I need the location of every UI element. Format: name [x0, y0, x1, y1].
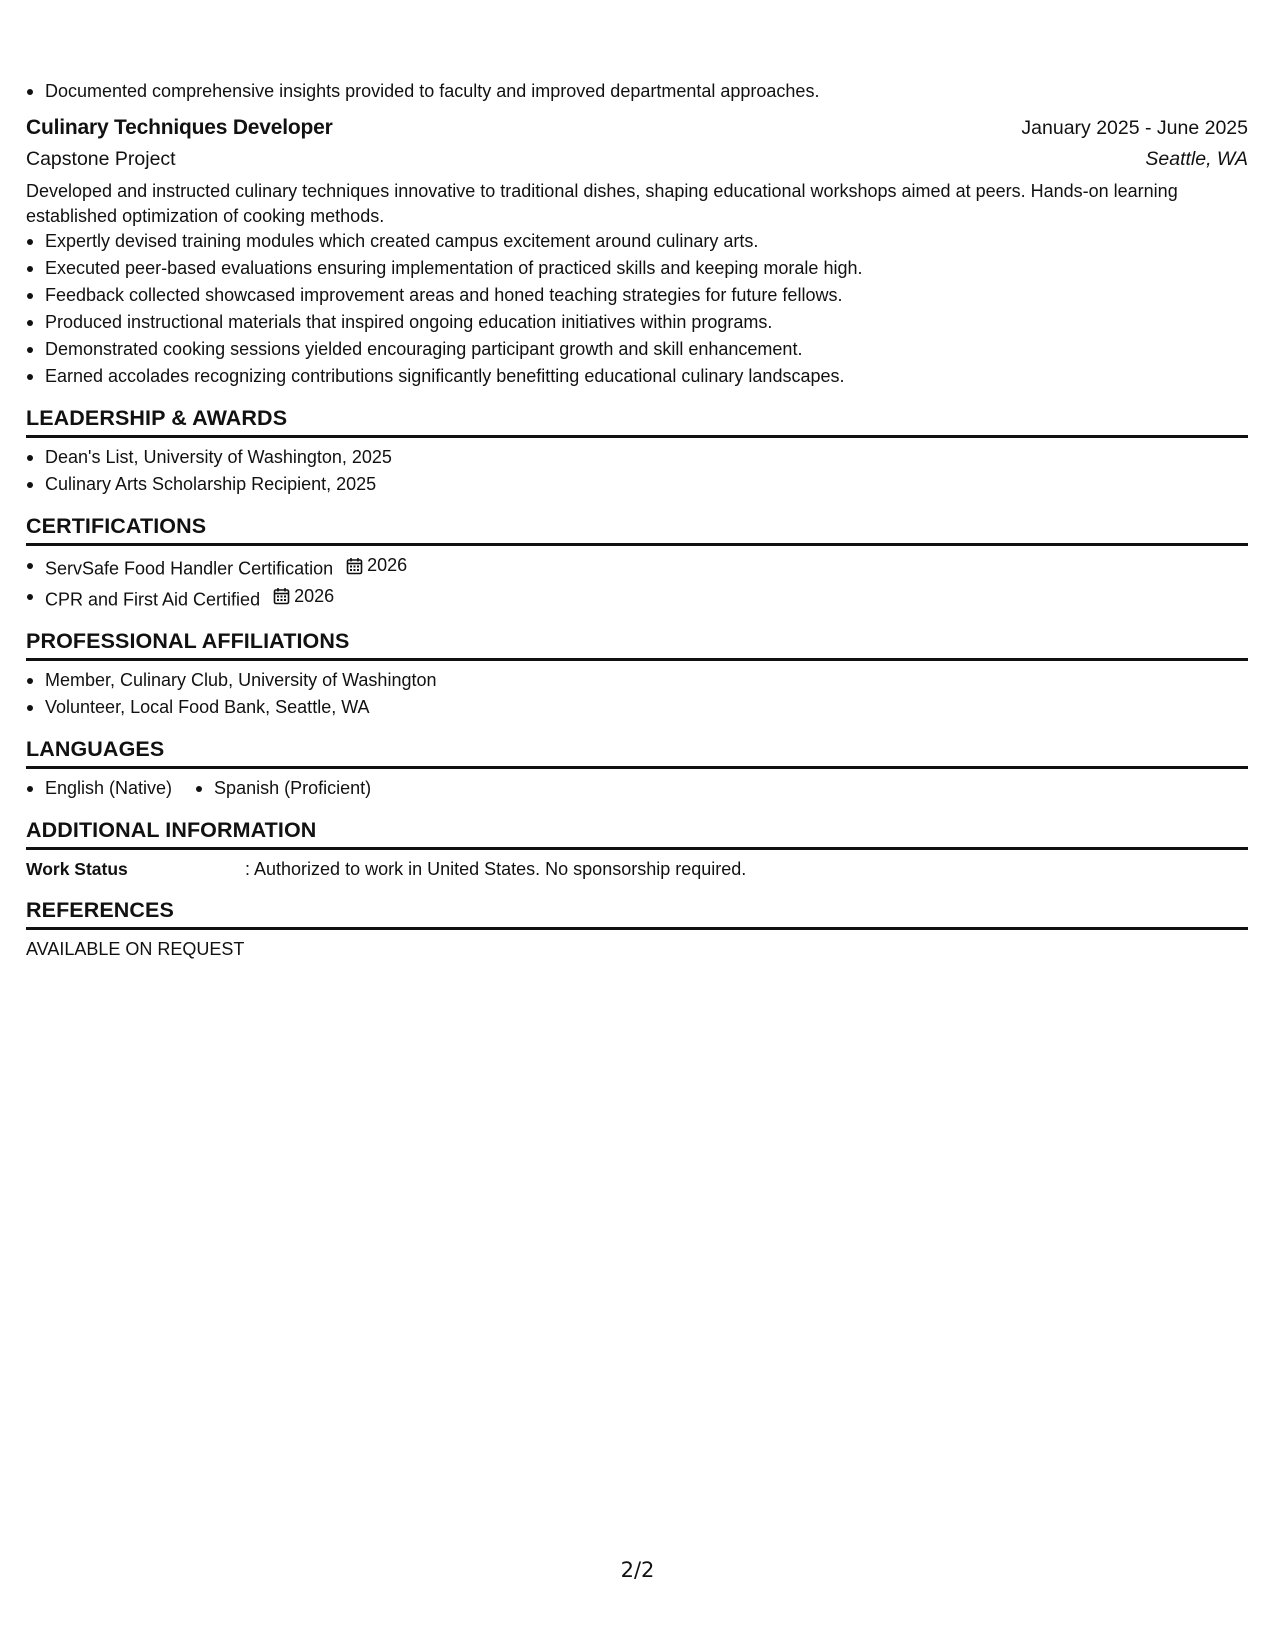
affiliations-section — [26, 629, 1248, 721]
list-item: Documented comprehensive insights provided to faculty and improved departmental approaches. — [26, 78, 1248, 105]
list-item: Spanish (Proficient) — [195, 775, 371, 802]
certification-date — [346, 552, 407, 579]
section-title: ADDITIONAL INFORMATION — [26, 818, 1248, 850]
work-status-label: Work Status — [26, 859, 128, 879]
additional-info-section — [26, 818, 1248, 882]
list-item: Feedback collected showcased improvement areas and honed teaching strategies for future fellows. — [26, 282, 1248, 309]
job-organization: Capstone Project — [26, 148, 176, 170]
list-item: Produced instructional materials that inspired ongoing education initiatives within programs. — [26, 309, 1248, 336]
list-item: Earned accolades recognizing contributions significantly benefitting educational culinary landscapes. — [26, 363, 1248, 390]
list-item: Member, Culinary Club, University of Washington — [26, 667, 1248, 694]
list-item: Culinary Arts Scholarship Recipient, 2025 — [26, 471, 1248, 498]
job-description: Developed and instructed culinary techniques innovative to traditional dishes, shaping educational workshops aimed at peers. Hands-on learning established optimization of cooking methods. — [26, 181, 1178, 226]
calendar-icon — [273, 587, 290, 605]
references-section — [26, 898, 1248, 962]
references-text: AVAILABLE ON REQUEST — [26, 939, 245, 959]
job-dates: January 2025 - June 2025 — [1021, 117, 1248, 139]
job-title: Culinary Techniques Developer — [26, 116, 333, 139]
list-item: English (Native) — [26, 775, 172, 802]
leadership-section — [26, 406, 1248, 498]
section-title: LEADERSHIP & AWARDS — [26, 406, 1248, 438]
section-title: LANGUAGES — [26, 737, 1248, 769]
job-location: Seattle, WA — [1145, 148, 1248, 170]
list-item: Volunteer, Local Food Bank, Seattle, WA — [26, 694, 1248, 721]
list-item — [26, 552, 1248, 583]
languages-list — [26, 775, 1248, 802]
list-item — [26, 583, 1248, 614]
section-title: CERTIFICATIONS — [26, 514, 1248, 546]
work-status-row — [26, 856, 1248, 882]
list-item: Dean's List, University of Washington, 2025 — [26, 444, 1248, 471]
certifications-list — [26, 552, 1248, 613]
section-title: PROFESSIONAL AFFILIATIONS — [26, 629, 1248, 661]
job-subheader — [26, 148, 1248, 171]
list-item: Expertly devised training modules which created campus excitement around culinary arts. — [26, 228, 1248, 255]
resume-page — [26, 78, 1248, 962]
certification-year: 2026 — [294, 585, 335, 606]
page-number: 2/2 — [620, 1558, 655, 1582]
certifications-section — [26, 514, 1248, 613]
certification-name: ServSafe Food Handler Certification — [45, 558, 334, 579]
work-status-value: : Authorized to work in United States. No sponsorship required. — [245, 859, 747, 879]
certification-name: CPR and First Aid Certified — [45, 589, 261, 609]
leadership-list — [26, 444, 1248, 498]
calendar-icon — [346, 557, 363, 575]
certification-date — [273, 583, 334, 610]
previous-job-bullets — [26, 78, 1248, 105]
job-bullets — [26, 228, 1248, 390]
certification-year: 2026 — [367, 555, 408, 575]
languages-section — [26, 737, 1248, 802]
list-item: Executed peer-based evaluations ensuring implementation of practiced skills and keeping morale high. — [26, 255, 1248, 282]
affiliations-list — [26, 667, 1248, 721]
list-item: Demonstrated cooking sessions yielded encouraging participant growth and skill enhancement. — [26, 336, 1248, 363]
section-title: REFERENCES — [26, 898, 1248, 930]
job-header — [26, 116, 1248, 140]
